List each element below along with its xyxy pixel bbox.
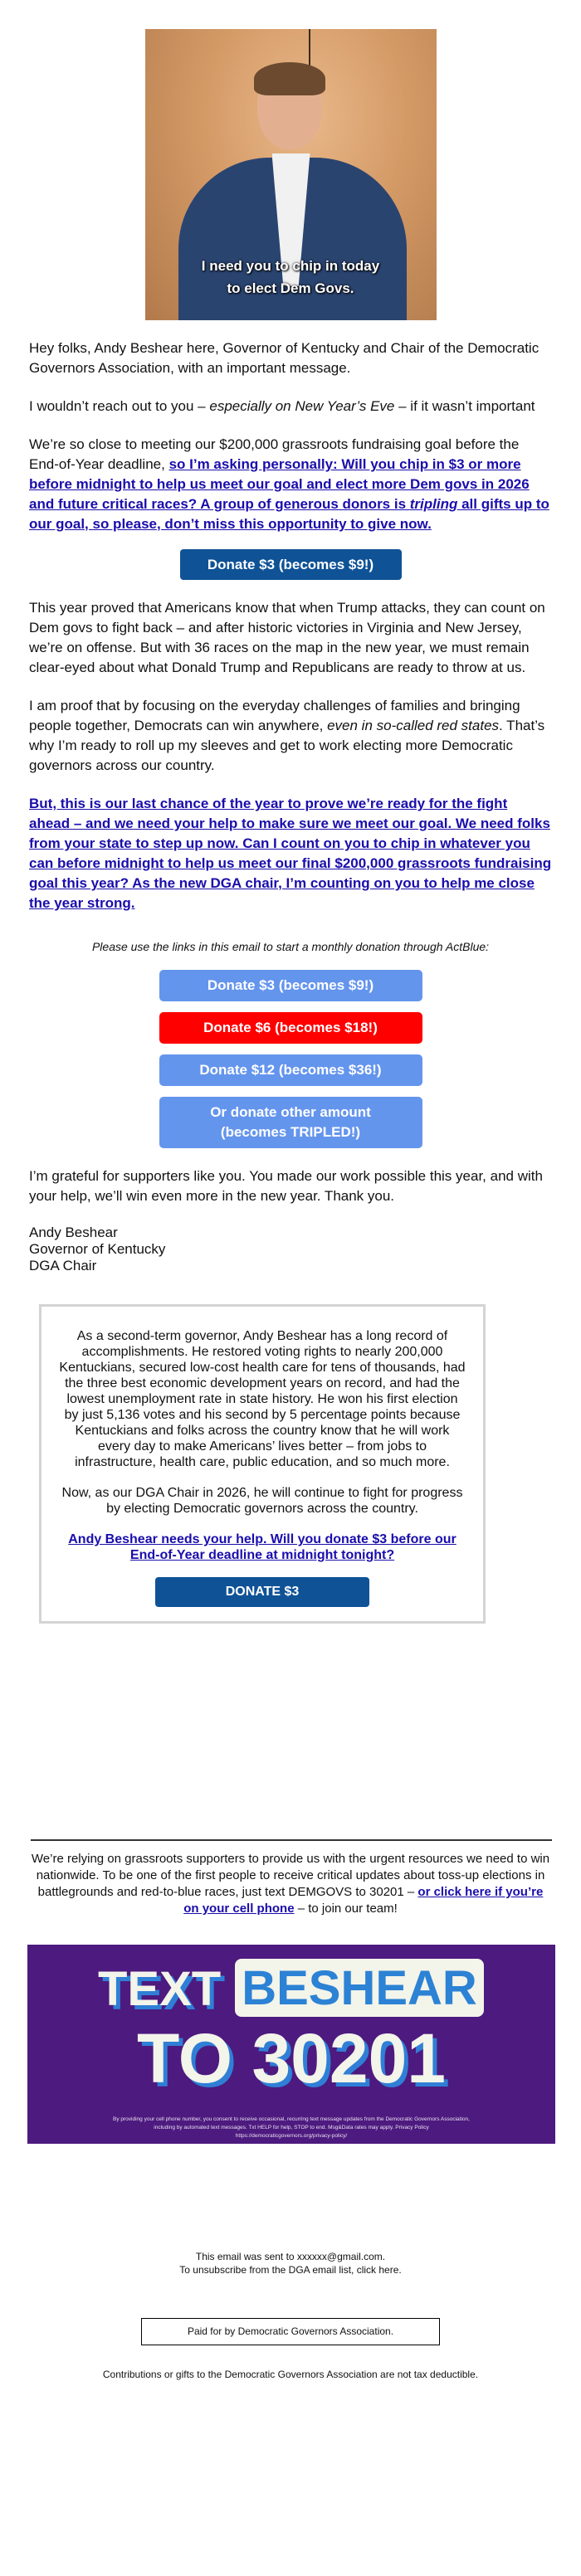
bio-paragraph: As a second-term governor, Andy Beshear has a long record of accomplishments. He restored voting rights to nearly 200,000 Kentuckians, secured low-cost health care for tens of thousands, had the three best economic development years on record, and had the lowest unemployment rate in state history. He won his first election by just 5,136 votes and his second by 5 percentage points because Kentuckians and folks across the country know that he will work every day to make Americans’ lives better – from jobs to infrastructure, health care, public education, and so much more.	[59, 1329, 466, 1469]
hero-caption	[145, 255, 437, 299]
sms-signup-text: We’re relying on grassroots supporters to provide us with the urgent resources we need to win nationwide. To be one of the first people to receive critical updates about toss-up elections in battlegrounds and red-to-blue races, just text DEMGOVS to 30201 – or click here if you’re on your cell phone – to join our team!	[31, 1852, 550, 1916]
text-beshear-banner[interactable]	[27, 1945, 555, 2144]
bio-box	[39, 1304, 486, 1624]
banner-keyword: BESHEAR	[235, 1959, 484, 2017]
caption-line-1: I need you to chip in today	[201, 258, 380, 274]
donate-12-button[interactable]: Donate $12 (becomes $36!)	[159, 1054, 422, 1086]
text: I am proof that by focusing on the everyday challenges of families and bringing people together, Democrats can win anywhere,	[29, 698, 520, 733]
paragraph-last-chance	[29, 794, 552, 913]
signature-title: Governor of Kentucky	[29, 1241, 166, 1257]
tax-disclaimer: Contributions or gifts to the Democratic Governors Association are not tax deductible.	[102, 2369, 479, 2380]
donate-6-button[interactable]: Donate $6 (becomes $18!)	[159, 1012, 422, 1044]
paragraph-goal	[29, 435, 552, 534]
monthly-donation-note: Please use the links in this email to start a monthly donation through ActBlue:	[91, 940, 490, 953]
paragraph-new-years	[29, 397, 552, 416]
donate-other-amount-button[interactable]: Or donate other amount (becomes TRIPLED!)	[159, 1097, 422, 1148]
paid-for-disclaimer: Paid for by Democratic Governors Association.	[141, 2318, 440, 2345]
donate-3-button-top[interactable]: Donate $3 (becomes $9!)	[180, 549, 402, 580]
unsubscribe-link[interactable]: To unsubscribe from the DGA email list, click here.	[179, 2264, 402, 2276]
bio-dga-chair: Now, as our DGA Chair in 2026, he will continue to fight for progress by electing Democratic governors across the country.	[61, 1486, 463, 1516]
caption-line-2: to elect Dem Govs.	[227, 280, 354, 296]
text: – if it wasn’t important	[394, 398, 535, 414]
email-body	[29, 338, 552, 1274]
donate-3-button[interactable]: Donate $3 (becomes $9!)	[159, 970, 422, 1001]
donation-buttons	[29, 970, 552, 1148]
sent-to-text: This email was sent to xxxxxx@gmail.com.	[195, 2251, 386, 2262]
text: We’re so close to meeting our $200,000 grassroots fundraising goal before the End-of-Year deadline,	[29, 436, 520, 472]
signature-role: DGA Chair	[29, 1258, 97, 1273]
donate-link-ask[interactable]: so I’m asking personally: Will you chip in $3 or more before midnight to help us meet our goal and elect more Dem govs in 2026 and future critical races? A group of generous donors is tripling all gifts up to our goal, so please, don’t miss this opportunity to give now.	[29, 456, 549, 532]
signature-name: Andy Beshear	[29, 1225, 118, 1240]
banner-text-word: TEXT	[98, 1962, 222, 2016]
banner-shortcode: TO 30201	[136, 2019, 447, 2097]
bio-donate-link[interactable]: Andy Beshear needs your help. Will you donate $3 before our End-of-Year deadline at midnight tonight?	[68, 1532, 456, 1562]
donate-3-bio-button[interactable]: DONATE $3	[155, 1577, 369, 1607]
donate-link-last-chance[interactable]: But, this is our last chance of the year to prove we’re ready for the fight ahead – and we need your help to make sure we meet our goal. We need folks from your state to step up now. Can I count on you to chip in whatever you can before midnight to help us meet our final $200,000 grassroots fundraising goal this year? As the new DGA chair, I’m counting on you to help me close the year strong.	[29, 796, 552, 911]
paragraph-proof	[29, 696, 552, 776]
emphasis: even in so-called red states	[327, 718, 500, 733]
text: . That’s why I’m ready to roll up my sleeves and get to work electing more Democratic governors across our country.	[29, 718, 545, 773]
cell-phone-signup-link[interactable]: or click here if you’re on your cell phone	[183, 1885, 544, 1916]
paragraph-grateful: I’m grateful for supporters like you. You made our work possible this year, and with your help, we’ll win even more in the new year. Thank you.	[29, 1168, 543, 1204]
recipient-notice	[0, 2250, 581, 2277]
banner-fine-print: By providing your cell phone number, you consent to receive occasional, recurring text message updates from the Democratic Governors Association, including by automated text messages. Txt HELP for help, STOP to end. Msg&Data rates may apply. Privacy Policy https://democraticgovernors.org/privacy-policy/	[113, 2116, 470, 2139]
paragraph-trump: This year proved that Americans know that when Trump attacks, they can count on Dem govs to fight back – and after historic victories in Virginia and New Jersey, we’re on offense. But with 36 races on the map in the new year, we must remain clear-eyed about what Donald Trump and Republicans are ready to throw at us.	[29, 600, 545, 675]
hero-video-gif[interactable]	[145, 29, 437, 320]
text: I wouldn’t reach out to you –	[29, 398, 210, 414]
signature	[29, 1225, 552, 1274]
speaker-hair	[254, 62, 325, 95]
footer-divider	[31, 1839, 552, 1841]
intro-paragraph: Hey folks, Andy Beshear here, Governor of Kentucky and Chair of the Democratic Governors Association, with an important message.	[29, 340, 540, 376]
emphasis: especially on New Year’s Eve	[209, 398, 395, 414]
